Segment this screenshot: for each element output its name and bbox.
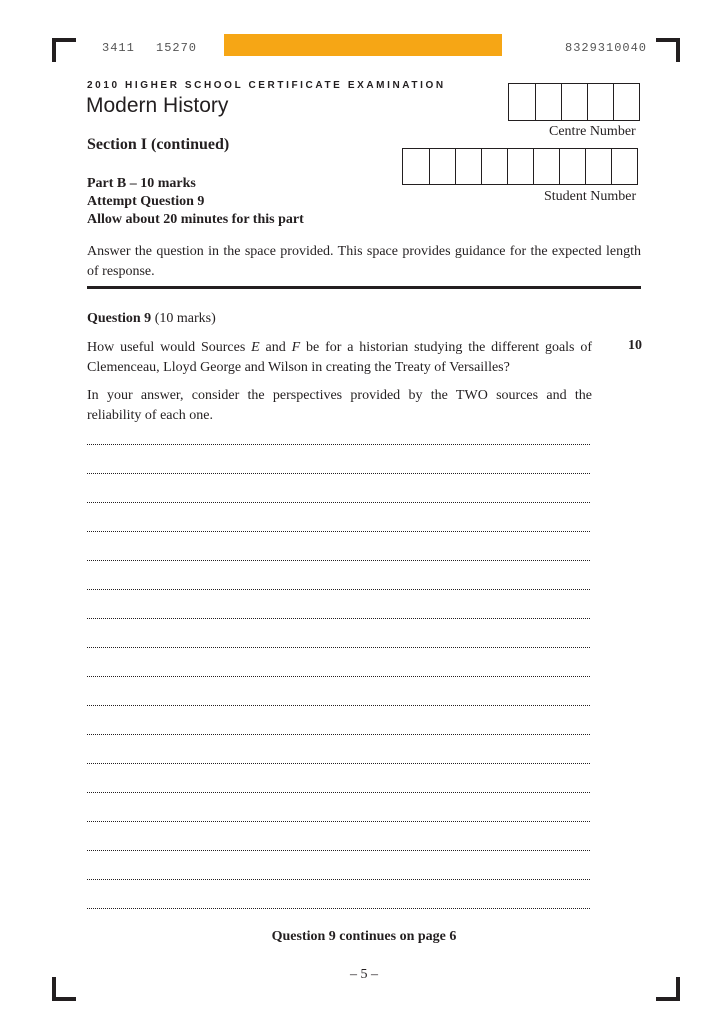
answer-line[interactable]	[87, 705, 590, 706]
question-text: How useful would Sources E and F be for a historian studying the different goals of Clemenceau, Lloyd George and Wilson in creating the Treaty of Versailles?	[87, 340, 592, 375]
part-info	[87, 175, 304, 229]
question-label: Question 9	[87, 311, 152, 326]
source-e: E	[251, 340, 260, 355]
answer-line[interactable]	[87, 763, 590, 764]
answer-line[interactable]	[87, 560, 590, 561]
answer-line[interactable]	[87, 676, 590, 677]
answer-line[interactable]	[87, 734, 590, 735]
centre-number-label: Centre Number	[549, 124, 636, 139]
answer-line[interactable]	[87, 589, 590, 590]
answer-line[interactable]	[87, 792, 590, 793]
part-marks: Part B – 10 marks	[87, 176, 196, 191]
answer-line[interactable]	[87, 850, 590, 851]
instructions: Answer the question in the space provided. This space provides guidance for the expected length of response.	[87, 244, 641, 279]
answer-line[interactable]	[87, 502, 590, 503]
question-prompt: In your answer, consider the perspectives provided by the TWO sources and the reliability of each one.	[87, 388, 592, 423]
student-number-boxes[interactable]	[402, 148, 638, 185]
crop-mark-top-right	[656, 38, 680, 62]
crop-mark-top-left	[52, 38, 76, 62]
centre-number-boxes[interactable]	[508, 83, 640, 121]
question-heading	[87, 311, 216, 327]
answer-line[interactable]	[87, 444, 590, 445]
source-f: F	[291, 340, 301, 355]
divider-rule	[87, 286, 641, 289]
answer-line[interactable]	[87, 908, 590, 909]
paper-code-left: 3411	[102, 41, 135, 55]
answer-line[interactable]	[87, 618, 590, 619]
paper-code-right: 8329310040	[565, 41, 648, 55]
answer-line[interactable]	[87, 531, 590, 532]
answer-line[interactable]	[87, 821, 590, 822]
question-marks: 10	[628, 338, 642, 353]
subject-title: Modern History	[86, 94, 229, 117]
page-number: – 5 –	[350, 967, 378, 982]
part-attempt: Attempt Question 9	[87, 194, 205, 209]
barcode-strip	[224, 34, 502, 56]
part-time: Allow about 20 minutes for this part	[87, 212, 304, 227]
question-marks-note: (10 marks)	[154, 311, 216, 326]
exam-label: 2010 HIGHER SCHOOL CERTIFICATE EXAMINATION	[87, 80, 446, 91]
answer-line[interactable]	[87, 647, 590, 648]
answer-line[interactable]	[87, 879, 590, 880]
continues-note: Question 9 continues on page 6	[271, 929, 457, 944]
answer-line[interactable]	[87, 473, 590, 474]
student-number-label: Student Number	[544, 189, 637, 204]
paper-code-mid: 15270	[156, 41, 198, 55]
section-title: Section I (continued)	[87, 136, 230, 153]
